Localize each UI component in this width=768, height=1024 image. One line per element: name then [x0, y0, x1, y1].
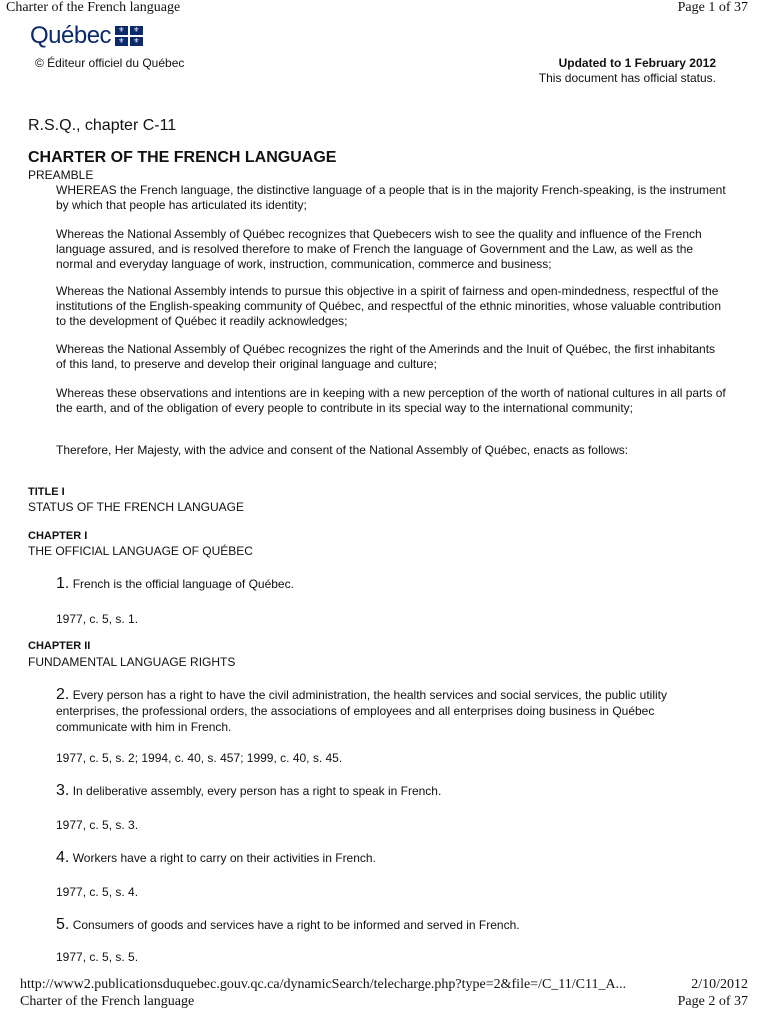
section-text: French is the official language of Québec.: [72, 577, 294, 591]
updated-date: Updated to 1 February 2012: [558, 56, 716, 70]
section-number: 5.: [56, 916, 70, 933]
chapter-name: THE OFFICIAL LANGUAGE OF QUÉBEC: [28, 544, 253, 558]
section-number: 4.: [56, 849, 70, 866]
chapter-label: CHAPTER II: [28, 640, 91, 652]
title-label: TITLE I: [28, 486, 65, 498]
print-footer-url: http://www2.publicationsduquebec.gouv.qc.ca/dynamicSearch/telecharge.php?type=2&file=/C_11/C11_A...: [20, 977, 627, 992]
print-footer-page: Page 2 of 37: [677, 994, 748, 1009]
official-status: This document has official status.: [538, 71, 716, 85]
section-text: In deliberative assembly, every person has a right to speak in French.: [72, 784, 442, 798]
section-3: [56, 783, 726, 799]
chapter-name: FUNDAMENTAL LANGUAGE RIGHTS: [28, 655, 236, 669]
section-number: 3.: [56, 782, 70, 799]
document-title: CHARTER OF THE FRENCH LANGUAGE: [28, 149, 337, 166]
section-text: Every person has a right to have the civil administration, the health services and social services, the public utility enterprises, the professional orders, the associations of employees and all enterprises doing business in Québec communicate with him in French.: [56, 688, 667, 734]
quebec-logo: [30, 22, 143, 50]
preamble-paragraph: Whereas the National Assembly of Québec recognizes the right of the Amerinds and the Inuit of Québec, the first inhabitants of this land, to preserve and develop their original language and culture;: [56, 342, 716, 371]
enacting-clause: Therefore, Her Majesty, with the advice and consent of the National Assembly of Québec, enacts as follows:: [56, 443, 629, 457]
print-footer-date: 2/10/2012: [691, 977, 748, 992]
section-source: 1977, c. 5, s. 1.: [56, 612, 139, 626]
chapter-label: CHAPTER I: [28, 530, 88, 542]
section-source: 1977, c. 5, s. 4.: [56, 885, 139, 899]
section-1: [56, 576, 726, 592]
print-footer-title: Charter of the French language: [20, 994, 195, 1009]
section-text: Workers have a right to carry on their activities in French.: [72, 851, 376, 865]
section-source: 1977, c. 5, s. 3.: [56, 818, 139, 832]
section-number: 1.: [56, 575, 70, 592]
preamble-paragraph: Whereas these observations and intentions are in keeping with a new perception of the worth of national cultures in all parts of the earth, and of the obligation of every people to contribute in its special way to the international community;: [56, 386, 726, 415]
fleurdelise-flag-icon: ⚜ ⚜ ⚜ ⚜: [115, 26, 143, 46]
publisher-notice: © Éditeur officiel du Québec: [35, 56, 185, 70]
preamble-paragraph: WHEREAS the French language, the distinctive language of a people that is in the majority French-speaking, is the instrument by which that people has articulated its identity;: [56, 183, 726, 212]
section-text: Consumers of goods and services have a right to be informed and served in French.: [72, 918, 520, 932]
section-source: 1977, c. 5, s. 2; 1994, c. 40, s. 457; 1999, c. 40, s. 45.: [56, 751, 343, 765]
print-header-page: Page 1 of 37: [677, 0, 748, 15]
preamble-paragraph: Whereas the National Assembly intends to pursue this objective in a spirit of fairness and open-mindedness, respectful of the institutions of the English-speaking community of Québec, and respectful of the ethnic minorities, whose valuable contribution to the development of Québec it readily acknowledges;: [56, 284, 722, 328]
preamble-paragraph: Whereas the National Assembly of Québec recognizes that Quebecers wish to see the quality and influence of the French language assured, and is resolved therefore to make of French the language of Government and the Law, as well as the normal and everyday language of work, instruction, communication, commerce and business;: [56, 227, 702, 271]
logo-wordmark: Québec: [30, 22, 112, 49]
section-number: 2.: [56, 686, 70, 703]
preamble-label: PREAMBLE: [28, 168, 94, 182]
print-header-title: Charter of the French language: [6, 0, 181, 15]
title-name: STATUS OF THE FRENCH LANGUAGE: [28, 500, 245, 514]
section-source: 1977, c. 5, s. 5.: [56, 950, 139, 964]
section-4: [56, 850, 726, 866]
chapter-reference: R.S.Q., chapter C-11: [28, 117, 177, 134]
section-2: [56, 687, 726, 735]
section-5: [56, 917, 726, 933]
